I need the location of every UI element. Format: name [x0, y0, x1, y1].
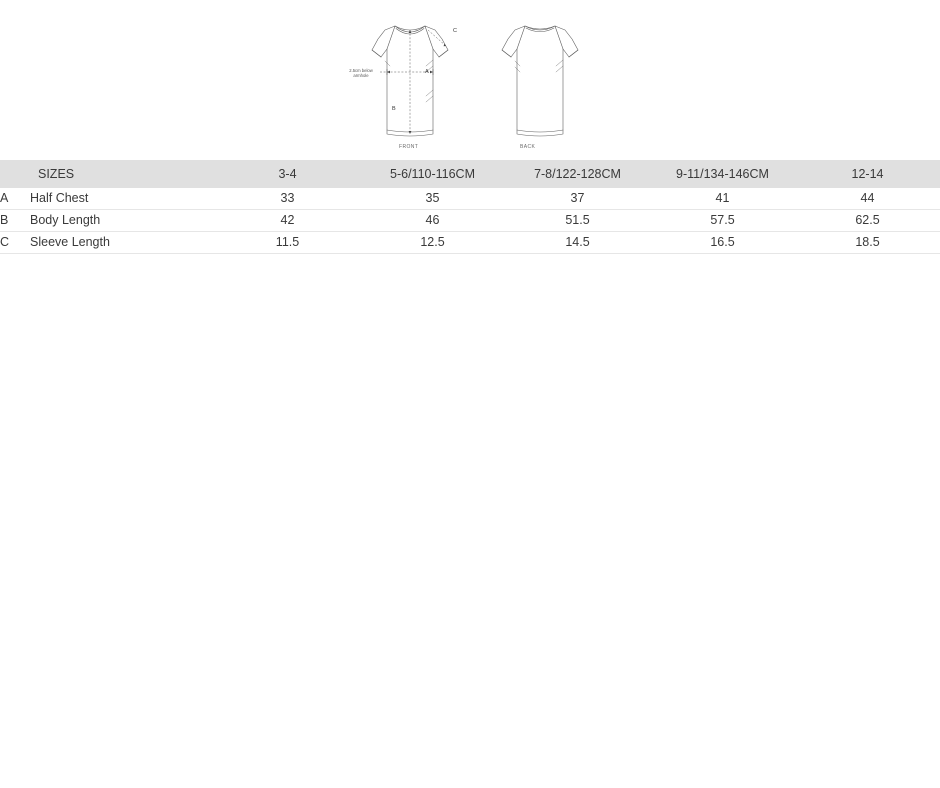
header-size-4: 9-11/134-146CM — [676, 167, 769, 181]
row-label: Body Length — [30, 210, 215, 232]
header-size-3: 7-8/122-128CM — [534, 167, 621, 181]
row-label: Sleeve Length — [30, 232, 215, 254]
row-value: 16.5 — [650, 232, 795, 254]
row-value: 12.5 — [360, 232, 505, 254]
row-value: 35 — [360, 188, 505, 210]
row-value: 18.5 — [795, 232, 940, 254]
row-key: B — [0, 210, 30, 232]
row-value: 33 — [215, 188, 360, 210]
armhole-note: 2.5cm below armhole — [349, 68, 373, 79]
header-size-2: 5-6/110-116CM — [390, 167, 475, 181]
row-value: 46 — [360, 210, 505, 232]
measure-label-a: A — [425, 69, 429, 75]
row-value: 51.5 — [505, 210, 650, 232]
row-key: C — [0, 232, 30, 254]
table-row — [0, 188, 940, 210]
row-value: 57.5 — [650, 210, 795, 232]
row-key: A — [0, 188, 30, 210]
row-value: 37 — [505, 188, 650, 210]
row-label: Half Chest — [30, 188, 215, 210]
table-header — [0, 160, 940, 188]
size-chart-table — [0, 160, 940, 254]
row-value: 42 — [215, 210, 360, 232]
row-value: 44 — [795, 188, 940, 210]
table-row — [0, 210, 940, 232]
header-size-1: 3-4 — [278, 167, 297, 181]
garment-diagram — [340, 6, 600, 156]
row-value: 41 — [650, 188, 795, 210]
garment-diagram-area — [0, 0, 940, 160]
measure-label-b: B — [392, 106, 396, 112]
row-value: 11.5 — [215, 232, 360, 254]
header-key — [0, 160, 30, 188]
table-body — [0, 188, 940, 254]
header-sizes: SIZES — [38, 167, 75, 181]
table-row — [0, 232, 940, 254]
row-value: 62.5 — [795, 210, 940, 232]
tshirt-technical-drawing — [340, 6, 600, 156]
header-size-5: 12-14 — [851, 167, 884, 181]
measure-label-c: C — [453, 28, 457, 34]
front-caption: FRONT — [399, 144, 419, 150]
row-value: 14.5 — [505, 232, 650, 254]
header-row — [0, 160, 940, 188]
back-caption: BACK — [520, 144, 536, 150]
